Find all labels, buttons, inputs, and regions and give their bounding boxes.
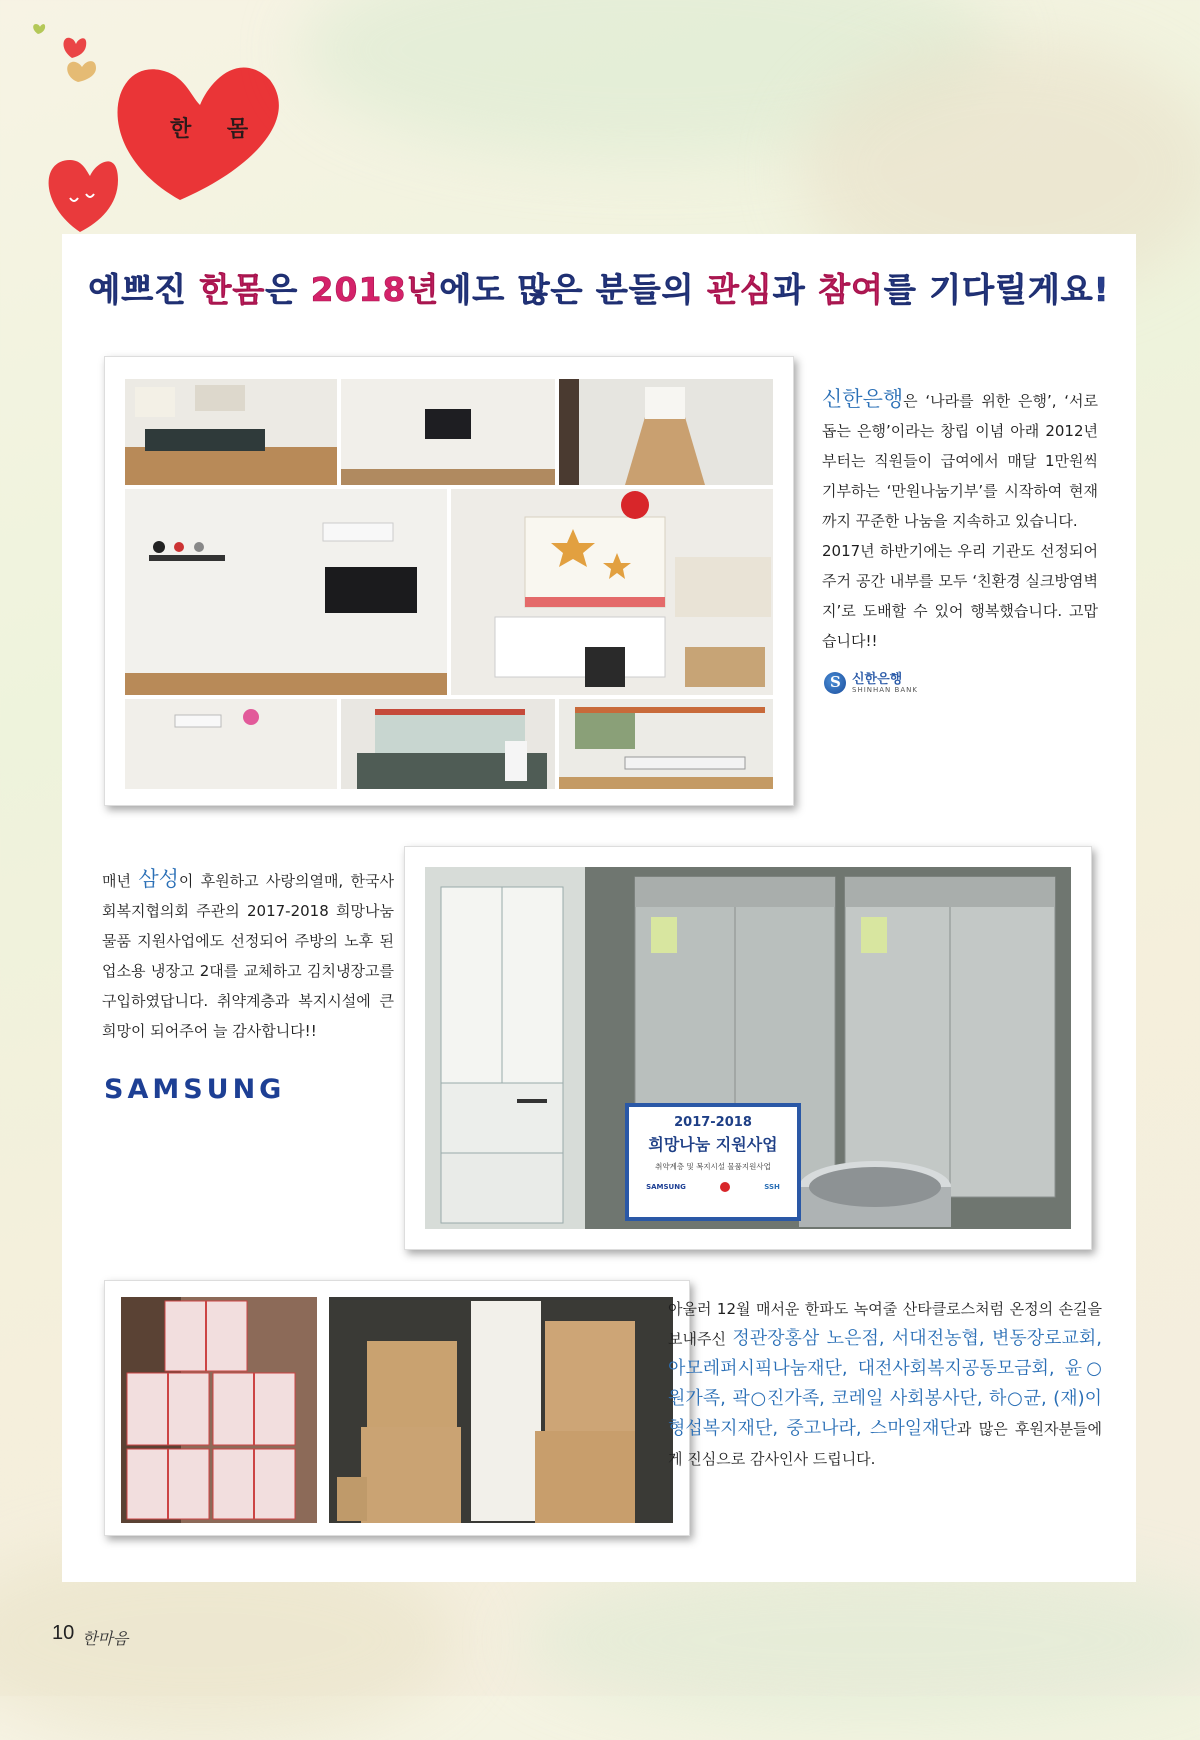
section-tag: 한 몸 xyxy=(170,117,263,142)
donors-closing: 과 많은 후원자분들에게 진심으로 감사인사 드립니다. xyxy=(668,1420,1102,1468)
headline-part: 를 기다릴게요! xyxy=(883,270,1110,309)
headline-highlight: 2018년 xyxy=(310,270,440,309)
headline xyxy=(62,264,1136,311)
background-wash xyxy=(520,1560,1200,1720)
magazine-name: 한마음 xyxy=(82,1629,129,1648)
hearts-decoration xyxy=(0,0,320,240)
headline-part: 예쁘진 xyxy=(88,270,200,309)
project-sign xyxy=(625,1103,801,1221)
sign-subtitle: 취약계층 및 복지시설 물품지원사업 xyxy=(655,1162,771,1171)
headline-part: 에도 많은 분들의 xyxy=(439,270,707,309)
headline-highlight: 참여 xyxy=(818,270,884,309)
samsung-logo: SAMSUNG xyxy=(104,1074,286,1105)
shinhan-paragraph xyxy=(822,384,1098,656)
shinhan-name: 신한은행 xyxy=(822,387,904,411)
interior-photo-collage xyxy=(104,356,794,806)
donors-paragraph xyxy=(668,1294,1102,1474)
headline-highlight: 한몸 xyxy=(199,270,266,309)
sign-fruit-logo-icon xyxy=(720,1182,730,1192)
interior-photos xyxy=(105,357,793,805)
headline-part: 과 xyxy=(772,270,819,309)
headline-part: 은 xyxy=(265,270,311,309)
gift-boxes-image xyxy=(105,1281,689,1535)
sign-ssh-logo: SSH xyxy=(764,1183,780,1191)
shinhan-logo-sub: SHINHAN BANK xyxy=(852,685,918,694)
donors-names: 정관장홍삼 노은점, 서대전농협, 변동장로교회, 아모레퍼시픽나눔재단, 대전사회복지공동모금회, 윤○원가족, 곽○진가족, 코레일 사회봉사단, 하○균, (재)이형섭복지재단, 중고나라, 스마일재단 xyxy=(668,1328,1102,1439)
samsung-name: 삼성 xyxy=(138,867,179,891)
shinhan-logo-text: 신한은행 xyxy=(852,671,903,687)
refrigerator-photo xyxy=(404,846,1092,1250)
sign-year: 2017-2018 xyxy=(674,1115,752,1130)
donors-intro: 아울러 12월 매서운 한파도 녹여줄 산타클로스처럼 온정의 손길을 보내주신 xyxy=(668,1300,1102,1348)
shinhan-logo xyxy=(824,672,918,694)
page-number: 10 xyxy=(52,1622,75,1644)
content-panel xyxy=(62,234,1136,1582)
samsung-pre: 매년 xyxy=(102,872,139,890)
headline-highlight: 관심 xyxy=(706,270,773,309)
shinhan-text-2: 2017년 하반기에는 우리 기관도 선정되어 주거 공간 내부를 모두 ‘친환경 실크방염벽지’로 도배할 수 있어 행복했습니다. 고맙습니다!! xyxy=(822,542,1098,650)
shinhan-text: 은 ‘나라를 위한 은행’, ‘서로 돕는 은행’이라는 창립 이념 아래 2012년부터는 직원들이 급여에서 매달 1만원씩 기부하는 ‘만원나눔기부’를 시작하여 현재까지 꾸준한 나눔을 지속하고 있습니다. xyxy=(822,392,1098,530)
shinhan-logo-icon xyxy=(824,672,846,694)
sign-title: 희망나눔 지원사업 xyxy=(648,1135,778,1154)
sign-samsung-logo: SAMSUNG xyxy=(646,1183,686,1191)
gift-photo-collage xyxy=(104,1280,690,1536)
samsung-text: 이 후원하고 사랑의열매, 한국사회복지협의회 주관의 2017-2018 희망나눔 물품 지원사업에도 선정되어 주방의 노후 된 업소용 냉장고 2대를 교체하고 김치냉장고를 구입하였답니다. 취약계층과 복지시설에 큰 희망이 되어주어 늘 감사합니다!! xyxy=(102,872,394,1040)
samsung-paragraph xyxy=(102,864,394,1046)
